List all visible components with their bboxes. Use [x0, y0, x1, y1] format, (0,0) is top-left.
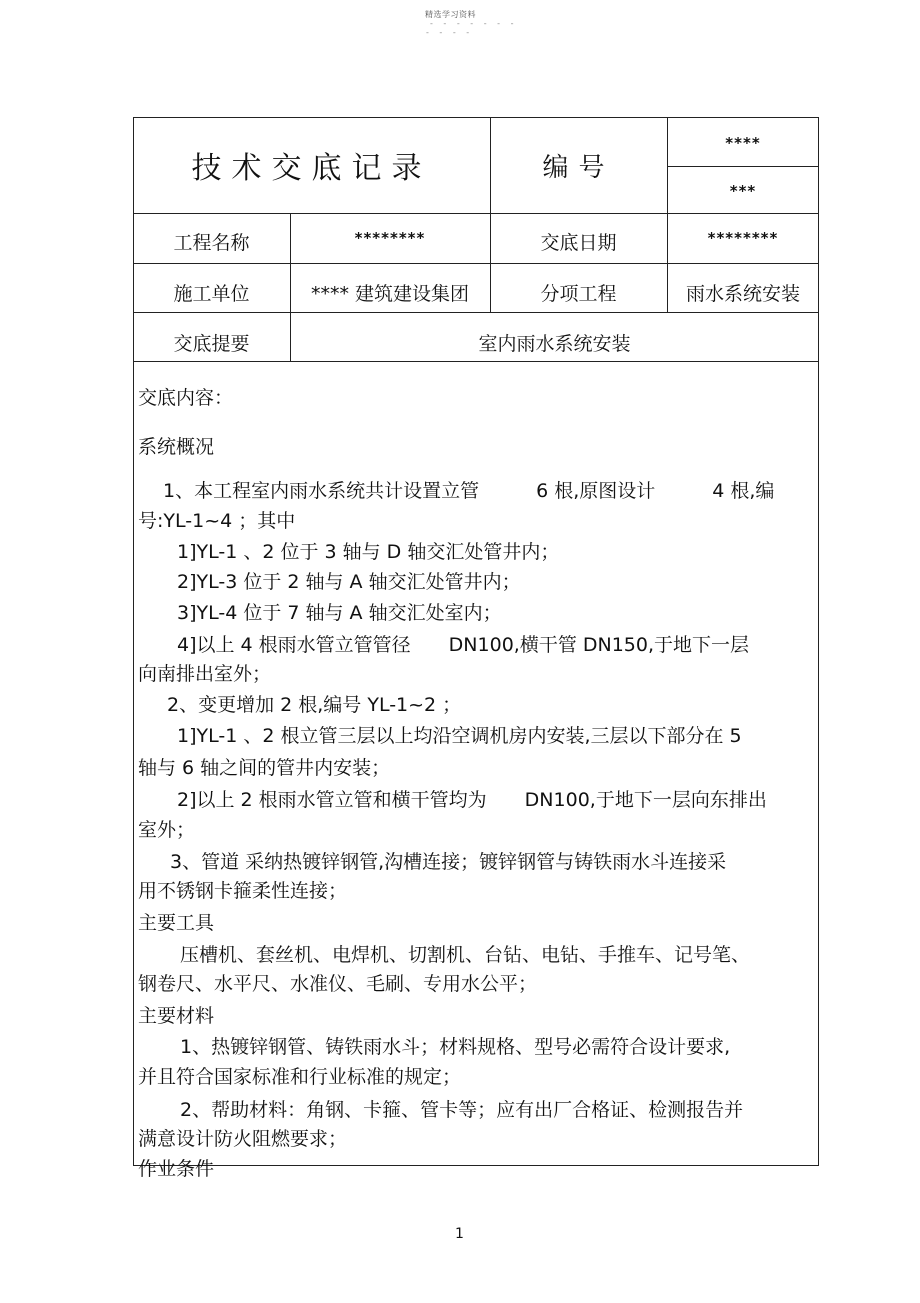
contractor-value: **** 建筑建设集团: [310, 283, 470, 305]
sub-project-label: 分项工程: [540, 283, 617, 305]
project-name-value: ********: [354, 229, 426, 247]
project-name-label: 工程名称: [173, 231, 250, 254]
content-line: 2、变更增加 2 根,编号 YL-1~2 ；: [167, 694, 462, 716]
summary-label: 交底提要: [173, 333, 250, 355]
content-line: 室外；: [138, 819, 196, 841]
summary-value: 室内雨水系统安装: [478, 333, 631, 355]
content-line: 3、管道 采纳热镀锌钢管,沟槽连接；镀锌钢管与铸铁雨水斗连接采: [170, 851, 727, 873]
page-number: 1: [455, 1226, 464, 1242]
code-value-1: ****: [725, 134, 761, 152]
content-line: 1、本工程室内雨水系统共计设置立管 6 根,原图设计 4 根,编: [163, 480, 775, 502]
content-line: 2、帮助材料：角钢、卡箍、管卡等；应有出厂合格证、检测报告并: [180, 1099, 744, 1121]
content-line: 满意设计防火阻燃要求；: [138, 1128, 348, 1150]
content-line: 2]以上 2 根雨水管立管和横干管均为 DN100,于地下一层向东排出: [177, 789, 767, 811]
content-line: 1]YL-1 、2 根立管三层以上均沿空调机房内安装,三层以下部分在 5: [177, 725, 742, 747]
content-line: 号:YL-1~4 ；其中: [138, 510, 296, 532]
row-divider: [667, 166, 819, 167]
content-line: 3]YL-4 位于 7 轴与 A 轴交汇处室内；: [177, 602, 502, 624]
content-line: 1]YL-1 、2 位于 3 轴与 D 轴交汇处管井内；: [177, 541, 560, 563]
content-line: 2]YL-3 位于 2 轴与 A 轴交汇处管井内；: [177, 571, 521, 593]
content-heading: 交底内容：: [138, 387, 234, 409]
document-title: 技术交底记录: [191, 151, 432, 186]
content-line: 1、热镀锌钢管、铸铁雨水斗；材料规格、型号必需符合设计要求,: [180, 1036, 731, 1058]
date-label: 交底日期: [540, 231, 617, 254]
content-line: 压槽机、套丝机、电焊机、切割机、台钻、电钻、手推车、记号笔、: [180, 944, 751, 966]
header-note: 精选学习资料: [425, 10, 476, 19]
contractor-label: 施工单位: [173, 283, 250, 305]
section-heading: 主要材料: [138, 1005, 215, 1027]
row-divider: [133, 263, 819, 264]
header-dashes: - - - - - - -: [430, 19, 518, 28]
header-dashes-2: - - - -: [426, 28, 474, 37]
section-heading: 作业条件: [138, 1158, 215, 1180]
content-line: 钢卷尺、水平尺、水准仪、毛刷、专用水公平；: [138, 973, 538, 995]
date-value: ********: [707, 229, 779, 247]
code-label: 编号: [542, 152, 615, 183]
content-line: 4]以上 4 根雨水管立管管径 DN100,横干管 DN150,于地下一层: [177, 634, 750, 656]
content-line: 用不锈钢卡箍柔性连接；: [138, 880, 348, 902]
code-value-2: ***: [729, 181, 757, 200]
content-line: 向南排出室外；: [138, 663, 272, 685]
sub-project-value: 雨水系统安装: [685, 283, 800, 305]
content-line: 轴与 6 轴之间的管井内安装；: [138, 757, 391, 779]
section-heading: 系统概况: [138, 436, 215, 458]
content-line: 并且符合国家标准和行业标准的规定；: [138, 1066, 462, 1088]
section-heading: 主要工具: [138, 912, 215, 934]
